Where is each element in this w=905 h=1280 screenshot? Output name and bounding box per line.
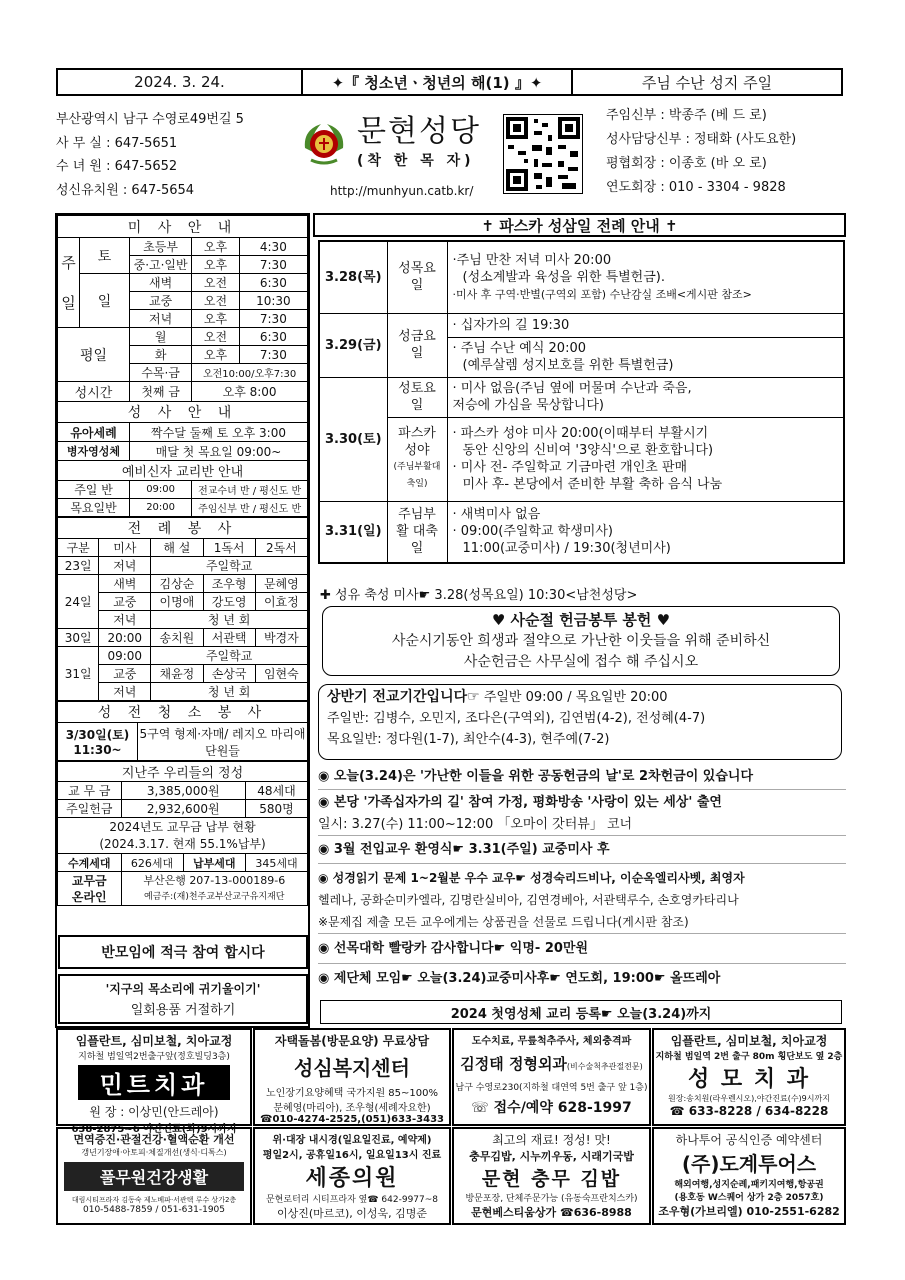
altar-cell: 강도영 xyxy=(203,593,255,611)
catechism-thursday-teacher: 주임신부 반 / 평신도 반 xyxy=(192,499,308,517)
altar-cell: 임현숙 xyxy=(255,665,307,683)
lent-title: ♥ 사순절 헌금봉투 봉헌 ♥ xyxy=(491,611,671,629)
offering-cell: 교 무 금 xyxy=(58,782,122,800)
offering-cell: 48세대 xyxy=(245,782,307,800)
mass-cell: 6:30 xyxy=(239,328,307,346)
altar-cell: 박경자 xyxy=(255,629,307,647)
pascha-date: 3.28(목) xyxy=(319,241,387,313)
mass-cell: 중·고·일반 xyxy=(130,256,192,274)
altar-cell: 주일학교 xyxy=(151,557,308,575)
ad-brand: 민트치과 xyxy=(78,1065,230,1100)
notice-item: ◉ 제단체 모임☛ 오늘(3.24)교중미사후☛ 연도회, 19:00☛ 올뜨레아 xyxy=(318,971,721,986)
mass-cell: 교중 xyxy=(130,292,192,310)
mass-cell: 7:30 xyxy=(239,346,307,364)
mass-schedule-table: 미 사 안 내 주 일 토 초등부 오후 4:30 중·고·일반 오후 7:30 일 새벽 오전 6:30 교중 오전 10:30 저녁 오후 7:30 평일 월 오전 6:30 화 오후 7:30 수목·금 오전10:00/오후7:30 성시간 첫째 금 오후 8:00 성 사 안 내 유아세례 짝수달 둘째 토 오후 3:00 병자영성체 매달 첫 목요일 09:00~ 예비신자 교리반 안내 주일 반 09:00 전교수녀 반 / 평신도 반 목요일반 20:00 주임신부 반 / 평신도 반 xyxy=(57,215,308,517)
mass-cell: 오전 xyxy=(192,328,240,346)
ad-line: 하나투어 공식인증 예약센터 xyxy=(675,1133,823,1147)
ad-line: (용호동 W스퀘어 상가 2층 2057호) xyxy=(674,1193,824,1203)
holy-hour-time: 오후 8:00 xyxy=(192,382,308,402)
notice-item: ◉ 선목대학 빨랑카 감사합니다☛ 익명- 20만원 xyxy=(318,934,846,964)
account-label: 온라인 xyxy=(71,889,107,904)
mass-cell: 오후 xyxy=(192,256,240,274)
pascha-day: 성금요일 xyxy=(387,313,447,377)
notice-item-sub: ※문제집 제출 모든 교우에게는 상품권을 선물로 드립니다(게시판 참조) xyxy=(318,915,689,929)
altar-cell: 서관택 xyxy=(203,629,255,647)
infant-baptism-label: 유아세례 xyxy=(58,423,130,442)
altar-cell: 24일 xyxy=(58,575,99,629)
ad-dogye-tours xyxy=(652,1127,846,1225)
ad-line: 문혜영(마리아), 조우형(세례자요한) xyxy=(273,1103,431,1114)
notice-item-sub: 일시: 3.27(수) 11:00~12:00 「오마이 갓터뷰」 코너 xyxy=(318,817,633,832)
ad-line: 010-5488-7859 / 051-631-1905 xyxy=(83,1205,225,1215)
pascha-title: ✝ 파스카 성삼일 전례 안내 ✝ xyxy=(313,213,846,237)
altar-cell: 23일 xyxy=(58,557,99,575)
ad-line: 이상진(마르코), 이성욱, 김명준 xyxy=(276,1207,428,1220)
sick-communion-value: 매달 첫 목요일 09:00~ xyxy=(130,442,308,461)
offering-cell: 3,385,000원 xyxy=(121,782,245,800)
ad-line: (비수술척추관절전문) xyxy=(566,1062,643,1071)
altar-cell: 저녁 xyxy=(99,683,151,701)
parish-name: 문현성당 xyxy=(357,114,481,149)
pascha-day: 성목요일 xyxy=(387,241,447,313)
ad-brand: 김정태 정형외과 xyxy=(460,1055,567,1073)
mission-line: 목요일반: 정다원(1-7), 최안수(4-3), 현주예(7-2) xyxy=(327,732,610,747)
altar-cell: 교중 xyxy=(99,593,151,611)
altar-header: 해 설 xyxy=(151,539,203,557)
earth-notice-body: 일회용품 거절하기 xyxy=(130,1003,236,1018)
offering-cell: 수계세대 xyxy=(58,854,122,872)
notice-item: ◉ 오늘(3.24)은 '가난한 이들을 위한 공동헌금의 날'로 2차헌금이 있습니다 xyxy=(318,764,846,790)
cleaning-date: 3/30일(토) 11:30~ xyxy=(58,723,138,761)
ad-line: 대림시티프라자 김동숙 제노베파·서관택 루수 상가2층 xyxy=(71,1196,237,1204)
altar-cell: 청 년 회 xyxy=(151,683,308,701)
sick-communion-label: 병자영성체 xyxy=(58,442,130,461)
altar-cell: 이효정 xyxy=(255,593,307,611)
pascha-line: · 새벽미사 없음 xyxy=(452,507,541,523)
ad-line: 원 장 : 이상민(안드레아) xyxy=(89,1105,219,1119)
altar-cell: 김상순 xyxy=(151,575,203,593)
mass-cell: 수목·금 xyxy=(130,364,192,382)
altar-cell: 청 년 회 xyxy=(151,611,308,629)
catechism-sunday-time: 09:00 xyxy=(130,481,192,499)
yeondo-president: 연도회장 : 010 - 3304 - 9828 xyxy=(606,180,786,195)
pascha-line: · 십자가의 길 19:30 xyxy=(447,313,844,337)
pascha-line: · 09:00(주일학교 학생미사) xyxy=(452,524,613,540)
mass-cell: 초등부 xyxy=(130,238,192,256)
notice-list xyxy=(318,764,846,994)
offering-cell: 2,932,600원 xyxy=(121,800,245,818)
ad-mint-dental xyxy=(56,1028,252,1135)
pastor: 주임신부 : 박종주 (베 드 로) xyxy=(606,108,767,123)
pascha-line: ·주님 만찬 저녁 미사 20:00 xyxy=(452,252,612,268)
top-bar xyxy=(56,68,843,96)
ad-line: 임플란트, 심미보철, 치아교정 xyxy=(75,1034,233,1048)
pascha-line: 저승에 가심을 묵상합니다) xyxy=(452,398,604,413)
mass-cell: 4:30 xyxy=(239,238,307,256)
ad-kim-orthopedics xyxy=(452,1028,651,1126)
ad-line: 면역증진·관절건강·혈액순환 개선 xyxy=(73,1133,235,1146)
ad-line: 도수치료, 무릎척추주사, 체외충격파 xyxy=(471,1036,632,1047)
pascha-day-sub: (주님부활대축일) xyxy=(393,462,441,489)
mass-cell: 7:30 xyxy=(239,256,307,274)
ad-brand: 문현 충무 김밥 xyxy=(481,1168,622,1190)
notice-item: ◉ 3월 전입교우 환영식☛ 3.31(주일) 교중미사 후 xyxy=(318,836,846,864)
catechism-thursday-time: 20:00 xyxy=(130,499,192,517)
altar-service-table xyxy=(57,517,308,701)
notice-item: ◉ 성경읽기 문제 1~2월분 우수 교우☛ 성경숙리드비나, 이순옥엘리사벳, 최영자 xyxy=(318,871,745,885)
ad-brand: 성심복지센터 xyxy=(294,1056,410,1080)
cleaning-service-table xyxy=(57,701,308,761)
offering-cell: 580명 xyxy=(245,800,307,818)
weekday-label: 평일 xyxy=(58,328,130,382)
earth-notice xyxy=(58,974,308,1024)
ad-brand: (주)도계투어스 xyxy=(681,1152,817,1176)
pascha-line: ·미사 후 구역·반별(구역외 포함) 수난감실 조배<게시판 참조> xyxy=(452,287,752,301)
mass-cell: 오후 xyxy=(192,238,240,256)
ad-line: 지하철 범일역 2번 출구 80m 횡단보도 옆 2층 xyxy=(655,1052,843,1062)
mass-cell: 오후 xyxy=(192,346,240,364)
earth-notice-title: '지구의 목소리에 귀기울이기' xyxy=(105,982,261,996)
offering-title: 지난주 우리들의 정성 xyxy=(58,762,308,782)
altar-cell: 30일 xyxy=(58,629,99,647)
pascha-line: 동안 신앙의 신비여 '3양식'으로 환호합니다) xyxy=(462,443,714,458)
altar-cell: 저녁 xyxy=(99,557,151,575)
altar-cell: 새벽 xyxy=(99,575,151,593)
ad-line: ☏ 접수/예약 628-1997 xyxy=(471,1100,632,1116)
ad-seongmo-dental xyxy=(652,1028,846,1126)
address: 부산광역시 남구 수영로49번길 5 xyxy=(56,112,244,127)
pascha-line: (성소계발과 육성을 위한 특별헌금). xyxy=(462,269,666,285)
qr-code-icon xyxy=(503,114,583,194)
ad-line: 638-2875~6 야간진료(화)9시까지 xyxy=(71,1124,237,1135)
pascha-line: (예루살렘 성지보호를 위한 특별헌금) xyxy=(462,358,674,373)
sacrament-title: 성 사 안 내 xyxy=(58,402,308,423)
pascha-line: · 파스카 성야 미사 20:00(이때부터 부활시기 xyxy=(452,426,709,441)
year-theme: ✦『 청소년ㆍ청년의 해(1) 』✦ xyxy=(303,70,573,94)
altar-cell: 교중 xyxy=(99,665,151,683)
ad-line: ☎ 633-8228 / 634-8228 xyxy=(669,1104,829,1118)
council-president: 평협회장 : 이종호 (바 오 로) xyxy=(606,156,767,171)
parish-contacts xyxy=(56,108,296,202)
convent-phone: 수 녀 원 : 647-5652 xyxy=(56,159,178,174)
offering-table xyxy=(57,761,308,906)
pascha-day: 주님부활 대축일 xyxy=(387,501,447,563)
lent-line: 사순헌금은 사무실에 접수 해 주십시오 xyxy=(463,654,699,670)
mass-cell: 저녁 xyxy=(130,310,192,328)
ad-line: 원장:송치원(라우렌시오),야간진료(수)9시까지 xyxy=(668,1094,830,1103)
catechism-sunday-teacher: 전교수녀 반 / 평신도 반 xyxy=(192,481,308,499)
pascha-day: 파스카 성야 xyxy=(398,426,436,458)
altar-cell: 손상국 xyxy=(203,665,255,683)
altar-cell: 조우형 xyxy=(203,575,255,593)
mass-title: 미 사 안 내 xyxy=(58,216,308,238)
mission-time: 주일반 09:00 / 목요일반 20:00 xyxy=(483,690,668,705)
mission-box xyxy=(318,684,842,760)
parish-logo-icon xyxy=(299,118,349,168)
altar-cell: 20:00 xyxy=(99,629,151,647)
pascha-line: · 미사 없음(주님 옆에 머물며 수난과 죽음, xyxy=(452,381,692,396)
catechism-thursday-label: 목요일반 xyxy=(58,499,130,517)
ad-chungmu-gimbap xyxy=(452,1127,651,1225)
dues-status-title: 2024년도 교무금 납부 현황 xyxy=(109,819,256,834)
ad-brand: 풀무원건강생활 xyxy=(64,1162,244,1191)
altar-header: 1독서 xyxy=(203,539,255,557)
ad-brand: 세종의원 xyxy=(305,1166,399,1191)
chrism-mass: ✚ 성유 축성 미사☛ 3.28(성목요일) 10:30<남천성당> xyxy=(320,588,638,603)
altar-header: 미사 xyxy=(99,539,151,557)
ad-line: 방문포장, 단체주문가능 (유동숙프란치스카) xyxy=(465,1194,638,1204)
pascha-line: · 미사 전- 주일학교 기금마련 개인초 판매 xyxy=(452,460,688,475)
parish-url[interactable]: http://munhyun.catb.kr/ xyxy=(330,184,474,198)
ad-line: 갱년기장애·아토피·체질개선(생식·디톡스) xyxy=(81,1148,227,1157)
altar-cell: 저녁 xyxy=(99,611,151,629)
offering-cell: 납부세대 xyxy=(183,854,245,872)
ad-line: 평일2시, 공휴일16시, 일요일13시 진료 xyxy=(262,1150,442,1161)
ad-line: 남구 수영로230(지하철 대연역 5번 출구 앞 1층) xyxy=(455,1083,648,1093)
offering-cell: 345세대 xyxy=(245,854,307,872)
dues-status-rate: (2024.3.17. 현재 55.1%납부) xyxy=(99,836,266,851)
altar-cell: 문혜영 xyxy=(255,575,307,593)
pascha-table-wrap xyxy=(318,240,845,564)
ad-line: 충무김밥, 시누끼우동, 시래기국밥 xyxy=(469,1150,634,1163)
holy-hour-label: 성시간 xyxy=(58,382,130,402)
lent-line: 사순시기동안 희생과 절약으로 가난한 이웃들을 위해 준비하신 xyxy=(391,633,771,649)
ad-line: 임플란트, 심미보철, 치아교정 xyxy=(670,1034,828,1048)
date: 2024. 3. 24. xyxy=(58,70,303,94)
first-communion-notice: 2024 첫영성체 교리 등록☛ 오늘(3.24)까지 xyxy=(320,1000,842,1024)
liturgical-sunday: 주님 수난 성지 주일 xyxy=(641,73,773,92)
pascha-line: 11:00(교중미사) / 19:30(청년미사) xyxy=(462,541,671,557)
notice-item-sub: 헬레나, 공화순미카엘라, 김명란실비아, 김연경베아, 서관택루수, 손호영카타리나 xyxy=(318,893,739,907)
clergy-info xyxy=(606,104,846,200)
account-number: 부산은행 207-13-000189-6 xyxy=(143,873,286,887)
ad-line: 문현로터리 시티프라자 옆☎ 642-9977~8 xyxy=(265,1195,439,1205)
altar-header: 2독서 xyxy=(255,539,307,557)
ad-line: 지하철 범일역2번출구앞(정호빌딩3층) xyxy=(78,1052,230,1062)
mass-cell: 화 xyxy=(130,346,192,364)
notice-item: ◉ 본당 '가족십자가의 길' 참여 가정, 평화방송 '사랑이 있는 세상' 출연 xyxy=(318,795,722,810)
cleaning-desc: 5구역 형제·자매/ 레지오 마리애 단원들 xyxy=(138,723,308,761)
account-label: 교무금 xyxy=(71,873,107,888)
cleaning-title: 성 전 청 소 봉 사 xyxy=(58,702,308,723)
mass-cell: 10:30 xyxy=(239,292,307,310)
pascha-line: 미사 후- 본당에서 준비한 부활 축하 음식 나눔 xyxy=(462,477,723,492)
mass-cell: 오전 xyxy=(192,274,240,292)
altar-cell: 주일학교 xyxy=(151,647,308,665)
ad-line: 자택돌봄(방문요양) 무료상담 xyxy=(274,1034,430,1048)
altar-cell: 09:00 xyxy=(99,647,151,665)
mass-cell: 오전10:00/오후7:30 xyxy=(192,364,308,382)
ad-line: 해외여행,성지순례,패키지여행,항공권 xyxy=(674,1180,824,1190)
altar-cell: 31일 xyxy=(58,647,99,701)
catechism-sunday-label: 주일 반 xyxy=(58,481,130,499)
ad-line: 문현베스티움상가 ☎636-8988 xyxy=(471,1206,632,1219)
parish-motto: (착 한 목 자) xyxy=(357,153,475,169)
pascha-table xyxy=(318,240,845,564)
mission-line: 주일반: 김병수, 오민지, 조다은(구역외), 김연범(4-2), 전성혜(4-7) xyxy=(327,711,706,726)
cell-meeting-notice: 반모임에 적극 참여 합시다 xyxy=(58,935,308,969)
pascha-date: 3.30(토) xyxy=(319,377,387,501)
left-column xyxy=(55,213,310,1028)
mission-title: 상반기 전교기간입니다☞ xyxy=(327,689,480,705)
ad-brand: 성 모 치 과 xyxy=(688,1067,810,1092)
altar-cell: 이명애 xyxy=(151,593,203,611)
ad-line: ☎010-4274-2525,(051)633-3433 xyxy=(260,1114,444,1125)
mass-cell: 오후 xyxy=(192,310,240,328)
catechism-title: 예비신자 교리반 안내 xyxy=(58,461,308,481)
altar-title: 전 례 봉 사 xyxy=(58,518,308,539)
office-phone: 사 무 실 : 647-5651 xyxy=(56,135,178,151)
ad-line: 노인장기요양혜택 국가지원 85~100% xyxy=(266,1088,438,1099)
offering-cell: 주일헌금 xyxy=(58,800,122,818)
mass-cell: 월 xyxy=(130,328,192,346)
ad-sejong-clinic xyxy=(253,1127,451,1225)
ad-pulmuone xyxy=(56,1127,252,1225)
holy-hour-day: 첫째 금 xyxy=(130,382,192,402)
offering-cell: 626세대 xyxy=(121,854,183,872)
kindergarten-phone: 성신유치원 : 647-5654 xyxy=(56,182,195,198)
altar-cell: 송치원 xyxy=(151,629,203,647)
ad-line: 조우형(가브리엘) 010-2551-6282 xyxy=(658,1205,840,1218)
mass-cell: 6:30 xyxy=(239,274,307,292)
altar-header: 구분 xyxy=(58,539,99,557)
pascha-date: 3.31(일) xyxy=(319,501,387,563)
mass-cell: 오전 xyxy=(192,292,240,310)
assistant-priest: 성사담당신부 : 정태화 (사도요한) xyxy=(606,132,797,147)
infant-baptism-value: 짝수달 둘째 토 오후 3:00 xyxy=(130,423,308,442)
pascha-day: 성토요일 xyxy=(387,377,447,417)
pascha-line: · 주님 수난 예식 20:00 xyxy=(452,341,586,356)
mass-cell: 새벽 xyxy=(130,274,192,292)
pascha-date: 3.29(금) xyxy=(319,313,387,377)
account-holder: 예금주:(재)천주교부산교구유지재단 xyxy=(144,891,285,902)
ad-line: 위·대장 내시경(일요일진료, 예약제) xyxy=(272,1135,432,1146)
lent-offering-box xyxy=(322,606,840,676)
ad-seongsim-welfare xyxy=(253,1028,451,1126)
mass-cell: 7:30 xyxy=(239,310,307,328)
ad-line: 최고의 재료! 정성! 맛! xyxy=(492,1133,611,1147)
altar-cell: 채윤정 xyxy=(151,665,203,683)
